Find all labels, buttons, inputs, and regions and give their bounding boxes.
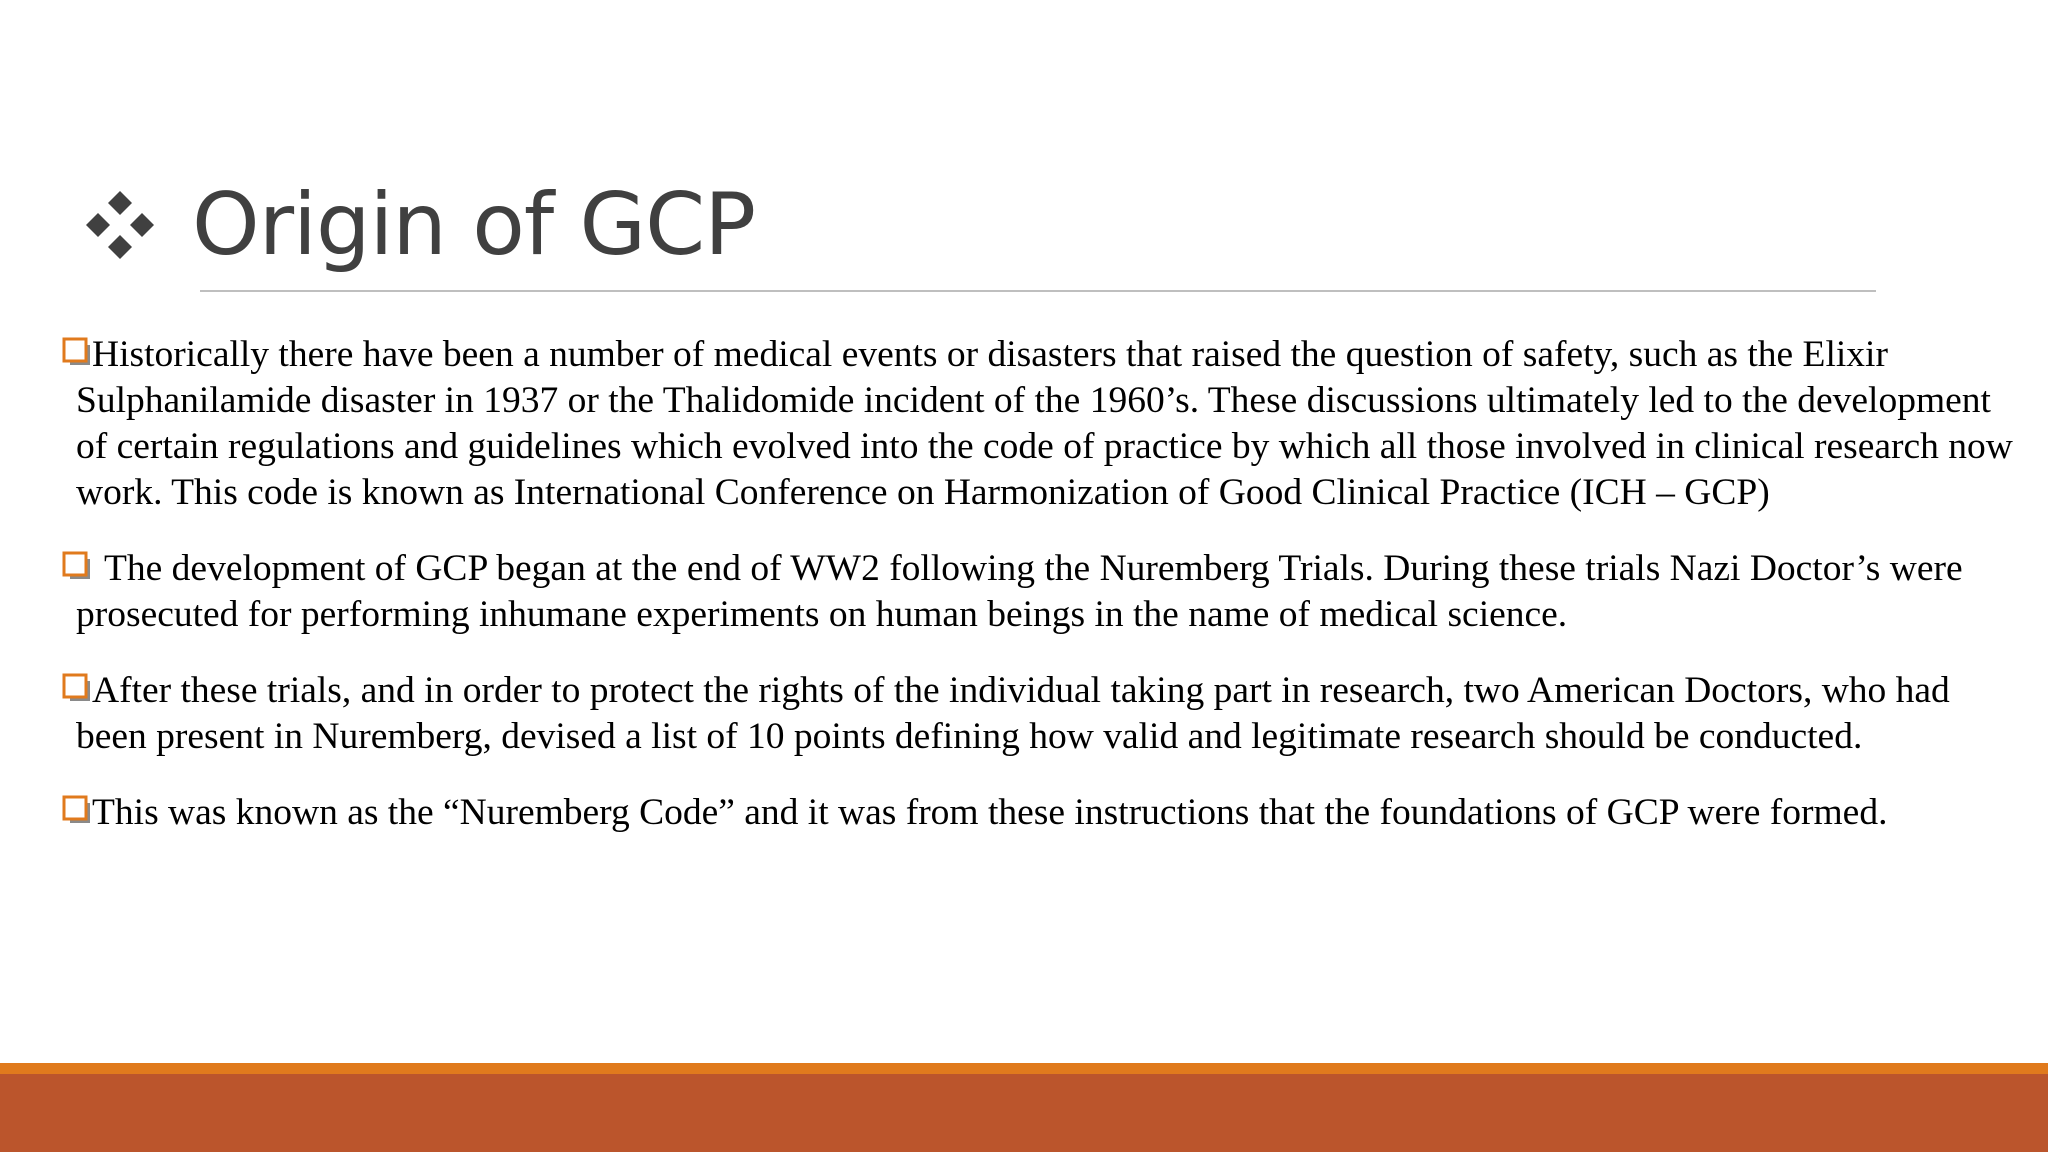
bullet-text: This was known as the “Nuremberg Code” and it was from these instructions that the foundations of GCP were formed. [92, 792, 1888, 833]
bullet-item [62, 332, 2022, 516]
four-diamond-icon [82, 187, 158, 263]
title-divider [200, 290, 1876, 292]
checkbox-square-icon [62, 551, 92, 581]
bullet-text: Historically there have been a number of medical events or disasters that raised the question of safety, such as the Elixir Sulphanilamide disaster in 1937 or the Thalidomide incident of the 1960’s. These discussions ultimately led to the development of certain regulations and guidelines which evolved into the code of practice by which all those involved in clinical research now work. This code is known as International Conference on Harmonization of Good Clinical Practice (ICH – GCP) [76, 334, 2013, 513]
bullet-text: The development of GCP began at the end of WW2 following the Nuremberg Trials. During these trials Nazi Doctor’s were prosecuted for performing inhumane experiments on human beings in the name of medical science. [76, 548, 1963, 635]
slide-title: Origin of GCP [192, 175, 756, 275]
bullet-item [62, 668, 2022, 760]
checkbox-square-icon [62, 673, 92, 703]
bullet-item [62, 546, 2022, 638]
checkbox-square-icon [62, 795, 92, 825]
checkbox-square-icon [62, 337, 92, 367]
bullet-item [62, 790, 2022, 836]
bullet-list [62, 332, 2022, 866]
title-row [82, 170, 755, 280]
bullet-text: After these trials, and in order to protect the rights of the individual taking part in research, two American Doctors, who had been present in Nuremberg, devised a list of 10 points defining how valid and legitimate research should be conducted. [76, 670, 1950, 757]
footer-stripe [0, 1063, 2048, 1074]
footer-bar [0, 1074, 2048, 1152]
